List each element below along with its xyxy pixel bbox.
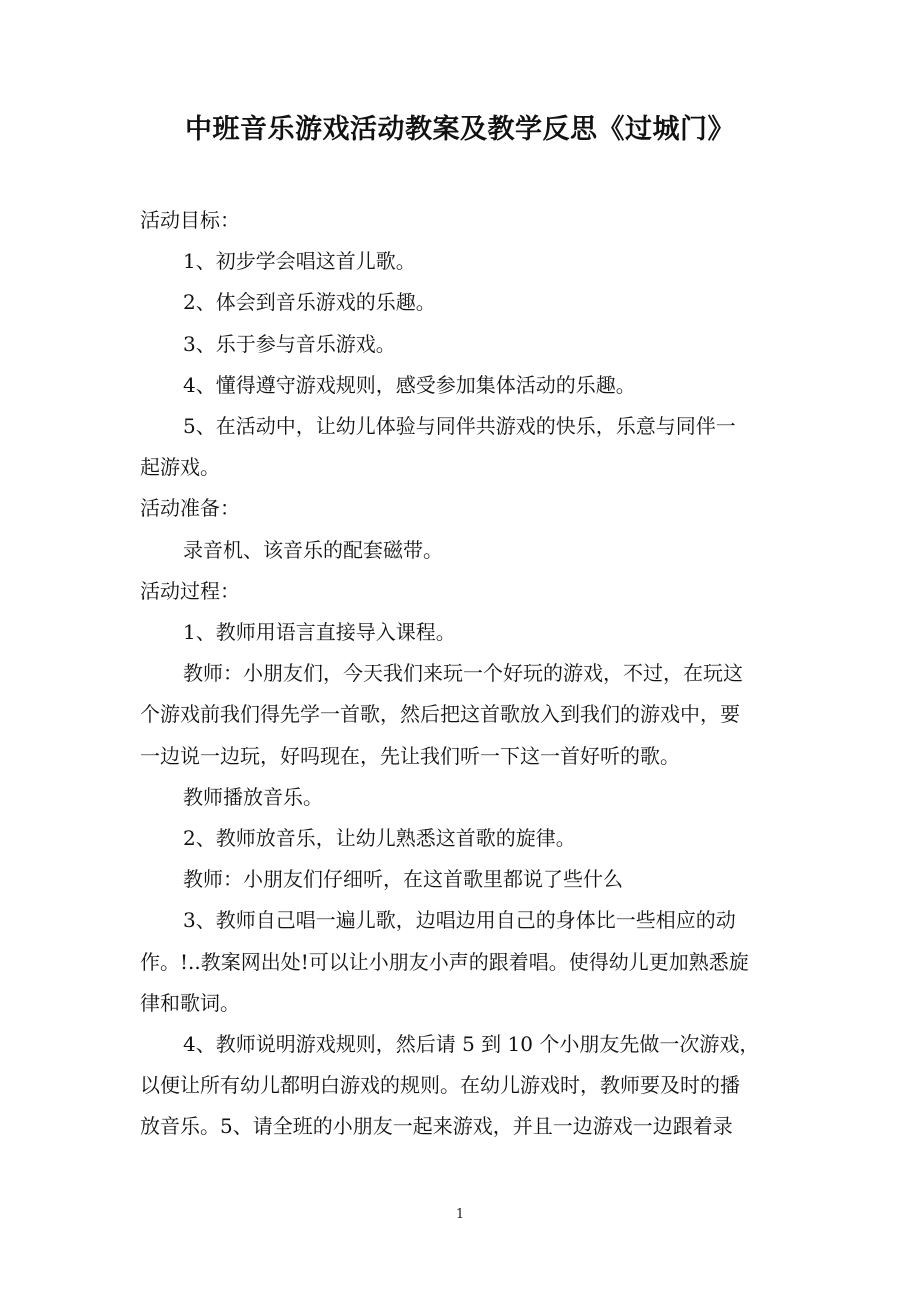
goal-item-5-line-1: 5、在活动中，让幼儿体验与同伴共游戏的快乐，乐意与同伴一 bbox=[183, 414, 736, 439]
goal-item-5-line-2: 起游戏。 bbox=[140, 455, 220, 480]
goal-item-4: 4、懂得遵守游戏规则，感受参加集体活动的乐趣。 bbox=[183, 372, 636, 397]
process-step-3-line-1: 3、教师自己唱一遍儿歌，边唱边用自己的身体比一些相应的动 bbox=[183, 908, 736, 933]
process-step-2: 2、教师放音乐，让幼儿熟悉这首歌的旋律。 bbox=[183, 826, 576, 851]
teacher-speech-2: 教师：小朋友们仔细听，在这首歌里都说了些什么 bbox=[183, 867, 623, 892]
process-step-4-line-1: 4、教师说明游戏规则，然后请 5 到 10 个小朋友先做一次游戏， bbox=[183, 1032, 760, 1057]
goal-item-1: 1、初步学会唱这首儿歌。 bbox=[183, 249, 416, 274]
teacher-speech-1-line-2: 个游戏前我们得先学一首歌，然后把这首歌放入到我们的游戏中，要 bbox=[140, 702, 740, 727]
teacher-plays-music: 教师播放音乐。 bbox=[183, 784, 323, 809]
process-heading: 活动过程： bbox=[140, 578, 240, 603]
page-number: 1 bbox=[455, 1207, 465, 1222]
teacher-speech-1-line-1: 教师：小朋友们，今天我们来玩一个好玩的游戏，不过，在玩这 bbox=[183, 661, 743, 686]
process-step-3-line-3: 律和歌词。 bbox=[140, 990, 240, 1015]
goals-heading: 活动目标： bbox=[140, 208, 240, 232]
process-step-1: 1、教师用语言直接导入课程。 bbox=[183, 620, 456, 645]
process-step-3-line-2: 作。!..教案网出处!可以让小朋友小声的跟着唱。使得幼儿更加熟悉旋 bbox=[140, 949, 749, 974]
document-title: 中班音乐游戏活动教案及教学反思《过城门》 bbox=[185, 114, 735, 145]
teacher-speech-1-line-3: 一边说一边玩，好吗现在，先让我们听一下这一首好听的歌。 bbox=[140, 743, 680, 768]
process-step-4-line-3: 放音乐。5、请全班的小朋友一起来游戏，并且一边游戏一边跟着录 bbox=[140, 1114, 733, 1139]
prep-text: 录音机、该音乐的配套磁带。 bbox=[183, 537, 443, 562]
goal-item-3: 3、乐于参与音乐游戏。 bbox=[183, 331, 396, 356]
document-body bbox=[140, 200, 800, 1148]
goal-item-2: 2、体会到音乐游戏的乐趣。 bbox=[183, 290, 436, 315]
process-step-4-line-2: 以便让所有幼儿都明白游戏的规则。在幼儿游戏时，教师要及时的播 bbox=[140, 1073, 740, 1098]
prep-heading: 活动准备： bbox=[140, 496, 240, 521]
